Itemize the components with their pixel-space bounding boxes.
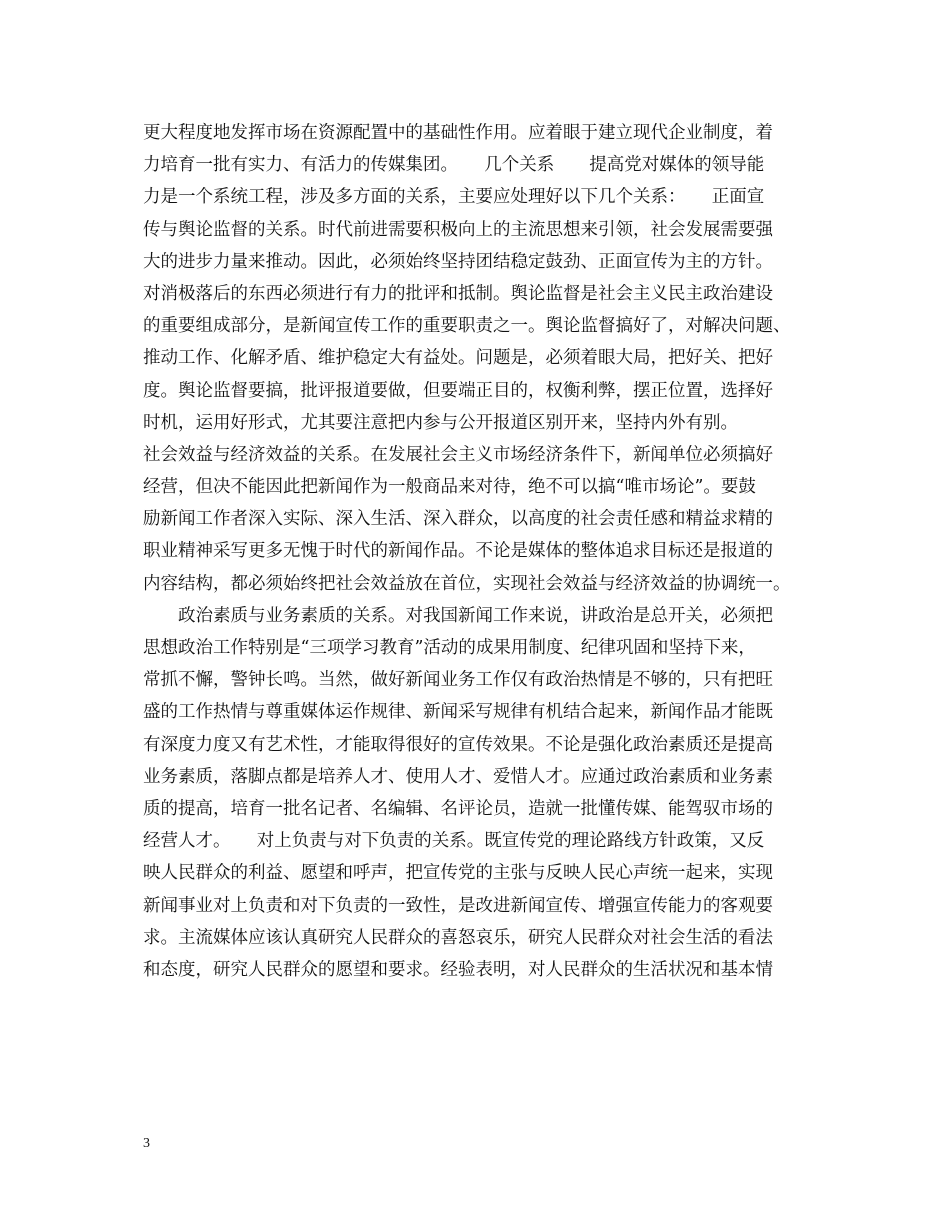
text-line: 经营，但决不能因此把新闻作为一般商品来对待，绝不可以搞“唯市场论”。要鼓 (143, 477, 756, 498)
text-line: 求。主流媒体应该认真研究人民群众的喜怒哀乐，研究人民群众对社会生活的看法 (143, 927, 773, 948)
text-line: 有深度力度又有艺术性，才能取得很好的宣传效果。不论是强化政治素质还是提高 (143, 734, 773, 755)
text-line: 力培育一批有实力、有活力的传媒集团。 几个关系 提高党对媒体的领导能 (143, 155, 765, 176)
text-line: 业务素质，落脚点都是培养人才、使用人才、爱惜人才。应通过政治素质和业务素 (143, 766, 773, 787)
text-line: 大的进步力量来推动。因此，必须始终坚持团结稳定鼓劲、正面宣传为主的方针。 (143, 251, 773, 272)
text-line: 内容结构，都必须始终把社会效益放在首位，实现社会效益与经济效益的协调统一。 (143, 573, 791, 594)
text-line: 时机，运用好形式，尤其要注意把内参与公开报道区别开来，坚持内外有别。 (143, 412, 738, 433)
page-number: 3 (143, 1136, 150, 1151)
text-line: 度。舆论监督要搞，批评报道要做，但要端正目的，权衡利弊，摆正位置，选择好 (143, 380, 773, 401)
text-line: 经营人才。 对上负责与对下负责的关系。既宣传党的理论路线方针政策，又反 (143, 831, 765, 852)
text-line: 政治素质与业务素质的关系。对我国新闻工作来说，讲政治是总开关，必须把 (143, 605, 773, 626)
text-line: 励新闻工作者深入实际、深入生活、深入群众，以高度的社会责任感和精益求精的 (143, 509, 773, 530)
text-line: 质的提高，培育一批名记者、名编辑、名评论员，造就一批懂传媒、能驾驭市场的 (143, 798, 773, 819)
text-line: 职业精神采写更多无愧于时代的新闻作品。不论是媒体的整体追求目标还是报道的 (143, 541, 773, 562)
text-line: 社会效益与经济效益的关系。在发展社会主义市场经济条件下，新闻单位必须搞好 (143, 444, 773, 465)
text-line: 对消极落后的东西必须进行有力的批评和抵制。舆论监督是社会主义民主政治建设 (143, 283, 773, 304)
text-line: 映人民群众的利益、愿望和呼声，把宣传党的主张与反映人民心声统一起来，实现 (143, 863, 773, 884)
text-line: 传与舆论监督的关系。时代前进需要积极向上的主流思想来引领，社会发展需要强 (143, 219, 773, 240)
body-text (143, 117, 823, 986)
text-line: 更大程度地发挥市场在资源配置中的基础性作用。应着眼于建立现代企业制度，着 (143, 123, 773, 143)
text-line: 推动工作、化解矛盾、维护稳定大有益处。问题是，必须着眼大局，把好关、把好 (143, 348, 773, 369)
text-line: 思想政治工作特别是“三项学习教育”活动的成果用制度、纪律巩固和坚持下来， (143, 638, 756, 658)
text-line: 新闻事业对上负责和对下负责的一致性，是改进新闻宣传、增强宣传能力的客观要 (143, 895, 773, 916)
text-line: 和态度，研究人民群众的愿望和要求。经验表明，对人民群众的生活状况和基本情 (143, 959, 773, 980)
text-line: 力是一个系统工程，涉及多方面的关系，主要应处理好以下几个关系： 正面宣 (143, 187, 765, 208)
text-line: 的重要组成部分，是新闻宣传工作的重要职责之一。舆论监督搞好了，对解决问题、 (143, 316, 791, 337)
text-line: 常抓不懈，警钟长鸣。当然，做好新闻业务工作仅有政治热情是不够的，只有把旺 (143, 670, 773, 691)
text-line: 盛的工作热情与尊重媒体运作规律、新闻采写规律有机结合起来，新闻作品才能既 (143, 702, 773, 723)
